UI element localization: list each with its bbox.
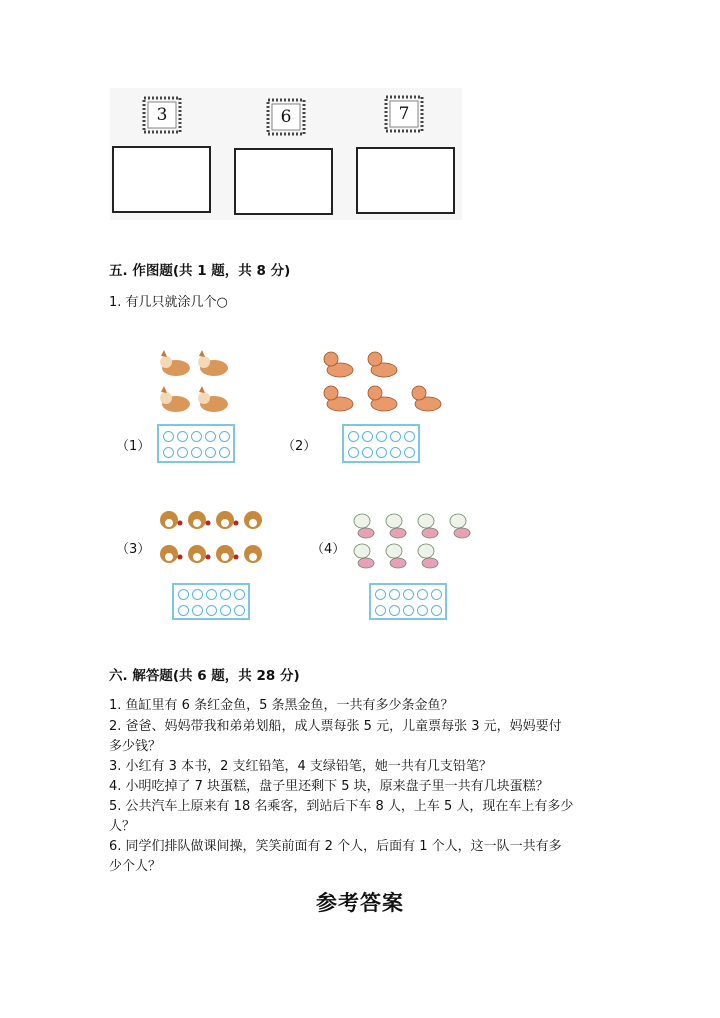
circle-grid-1 <box>157 424 235 463</box>
beagle-icon <box>216 545 239 563</box>
circle-slot[interactable] <box>191 447 202 458</box>
beagle-icon <box>160 511 183 529</box>
question-line: 4. 小明吃掉了 7 块蛋糕，盘子里还剩下 5 块，原来盘子里一共有几块蛋糕？ <box>109 779 549 794</box>
circle-slot[interactable] <box>206 605 217 616</box>
circle-slot[interactable] <box>178 605 189 616</box>
butterfly-icon <box>386 544 406 568</box>
number-frame-1 <box>140 94 184 136</box>
beagle-icon <box>188 511 211 529</box>
circle-slot[interactable] <box>417 605 428 616</box>
corgi-icon <box>198 386 228 412</box>
puppy-icon <box>368 352 397 377</box>
circle-slot[interactable] <box>220 605 231 616</box>
circle-slot[interactable] <box>404 447 415 458</box>
question-line: 少个人？ <box>109 859 162 874</box>
circle-slot[interactable] <box>219 447 230 458</box>
circle-slot[interactable] <box>389 605 400 616</box>
part-4-label: （4） <box>311 542 346 557</box>
circle-slot[interactable] <box>390 447 401 458</box>
beagle-group <box>156 506 268 574</box>
circle-slot[interactable] <box>389 589 400 600</box>
circle-slot[interactable] <box>390 431 401 442</box>
number-frame-2 <box>264 96 308 138</box>
beagle-icon <box>188 545 211 563</box>
question-line: 多少钱？ <box>109 739 162 754</box>
section-5-title: 五. 作图题(共 1 题，共 8 分) <box>109 263 291 279</box>
number-label: 6 <box>280 107 292 127</box>
answer-box-3[interactable] <box>356 147 455 214</box>
part-3-label: （3） <box>116 542 151 557</box>
number-label: 7 <box>398 104 410 124</box>
circle-slot[interactable] <box>220 589 231 600</box>
circle-slot[interactable] <box>348 431 359 442</box>
circle-grid-4 <box>369 583 447 620</box>
circle-slot[interactable] <box>362 431 373 442</box>
circle-slot[interactable] <box>375 589 386 600</box>
circle-slot[interactable] <box>403 605 414 616</box>
answer-box-2[interactable] <box>234 148 333 215</box>
circle-slot[interactable] <box>205 431 216 442</box>
circle-slot[interactable] <box>417 589 428 600</box>
puppy-icon <box>324 352 353 377</box>
puppy-icon <box>324 386 353 411</box>
puppy-icon <box>412 386 441 411</box>
circle-slot[interactable] <box>163 447 174 458</box>
circle-slot[interactable] <box>177 447 188 458</box>
butterfly-icon <box>354 544 374 568</box>
section-6-title: 六. 解答题(共 6 题，共 28 分) <box>109 668 300 684</box>
corgi-icon <box>198 350 228 376</box>
circle-slot[interactable] <box>219 431 230 442</box>
circle-slot[interactable] <box>206 589 217 600</box>
question-line: 5. 公共汽车上原来有 18 名乘客，到站后下车 8 人，上车 5 人，现在车上有多少 <box>109 799 574 814</box>
circle-slot[interactable] <box>376 447 387 458</box>
question-line: 6. 同学们排队做课间操，笑笑前面有 2 个人，后面有 1 个人，这一队一共有多 <box>109 839 562 854</box>
circle-slot[interactable] <box>163 431 174 442</box>
circle-slot[interactable] <box>362 447 373 458</box>
circle-slot[interactable] <box>348 447 359 458</box>
butterfly-icon <box>386 514 406 538</box>
circle-slot[interactable] <box>192 589 203 600</box>
part-2-label: （2） <box>282 439 317 454</box>
butterfly-group <box>352 511 476 573</box>
circle-slot[interactable] <box>191 431 202 442</box>
circle-slot[interactable] <box>376 431 387 442</box>
circle-slot[interactable] <box>192 605 203 616</box>
butterfly-icon <box>450 514 470 538</box>
beagle-icon <box>216 511 239 529</box>
circle-slot[interactable] <box>178 589 189 600</box>
butterfly-icon <box>418 544 438 568</box>
butterfly-icon <box>354 514 374 538</box>
circle-slot[interactable] <box>205 447 216 458</box>
question-line: 2. 爸爸、妈妈带我和弟弟划船，成人票每张 5 元，儿童票每张 3 元，妈妈要付 <box>109 719 562 734</box>
circle-grid-3 <box>172 583 250 620</box>
puppy-icon <box>368 386 397 411</box>
question-line: 1. 鱼缸里有 6 条红金鱼，5 条黑金鱼，一共有多少条金鱼？ <box>109 698 454 713</box>
answer-heading: 参考答案 <box>316 891 404 915</box>
circle-slot[interactable] <box>234 589 245 600</box>
circle-slot[interactable] <box>375 605 386 616</box>
answer-box-1[interactable] <box>112 146 211 213</box>
beagle-icon <box>244 545 262 563</box>
butterfly-icon <box>418 514 438 538</box>
corgi-icon <box>160 350 190 376</box>
number-frame-3 <box>382 93 426 135</box>
question-line: 3. 小红有 3 本书，2 支红铅笔，4 支绿铅笔，她一共有几支铅笔？ <box>109 759 492 774</box>
part-1-label: （1） <box>116 439 151 454</box>
circle-slot[interactable] <box>177 431 188 442</box>
section-5-instruction: 1. 有几只就涂几个○ <box>109 295 228 310</box>
beagle-icon <box>160 545 183 563</box>
corgi-group <box>156 350 236 420</box>
circle-slot[interactable] <box>404 431 415 442</box>
circle-slot[interactable] <box>431 605 442 616</box>
beagle-icon <box>244 511 262 529</box>
circle-slot[interactable] <box>234 605 245 616</box>
circle-slot[interactable] <box>403 589 414 600</box>
corgi-icon <box>160 386 190 412</box>
puppy-group <box>320 346 448 418</box>
circle-slot[interactable] <box>431 589 442 600</box>
circle-grid-2 <box>342 424 420 463</box>
question-line: 人？ <box>109 819 136 834</box>
number-label: 3 <box>156 105 168 125</box>
